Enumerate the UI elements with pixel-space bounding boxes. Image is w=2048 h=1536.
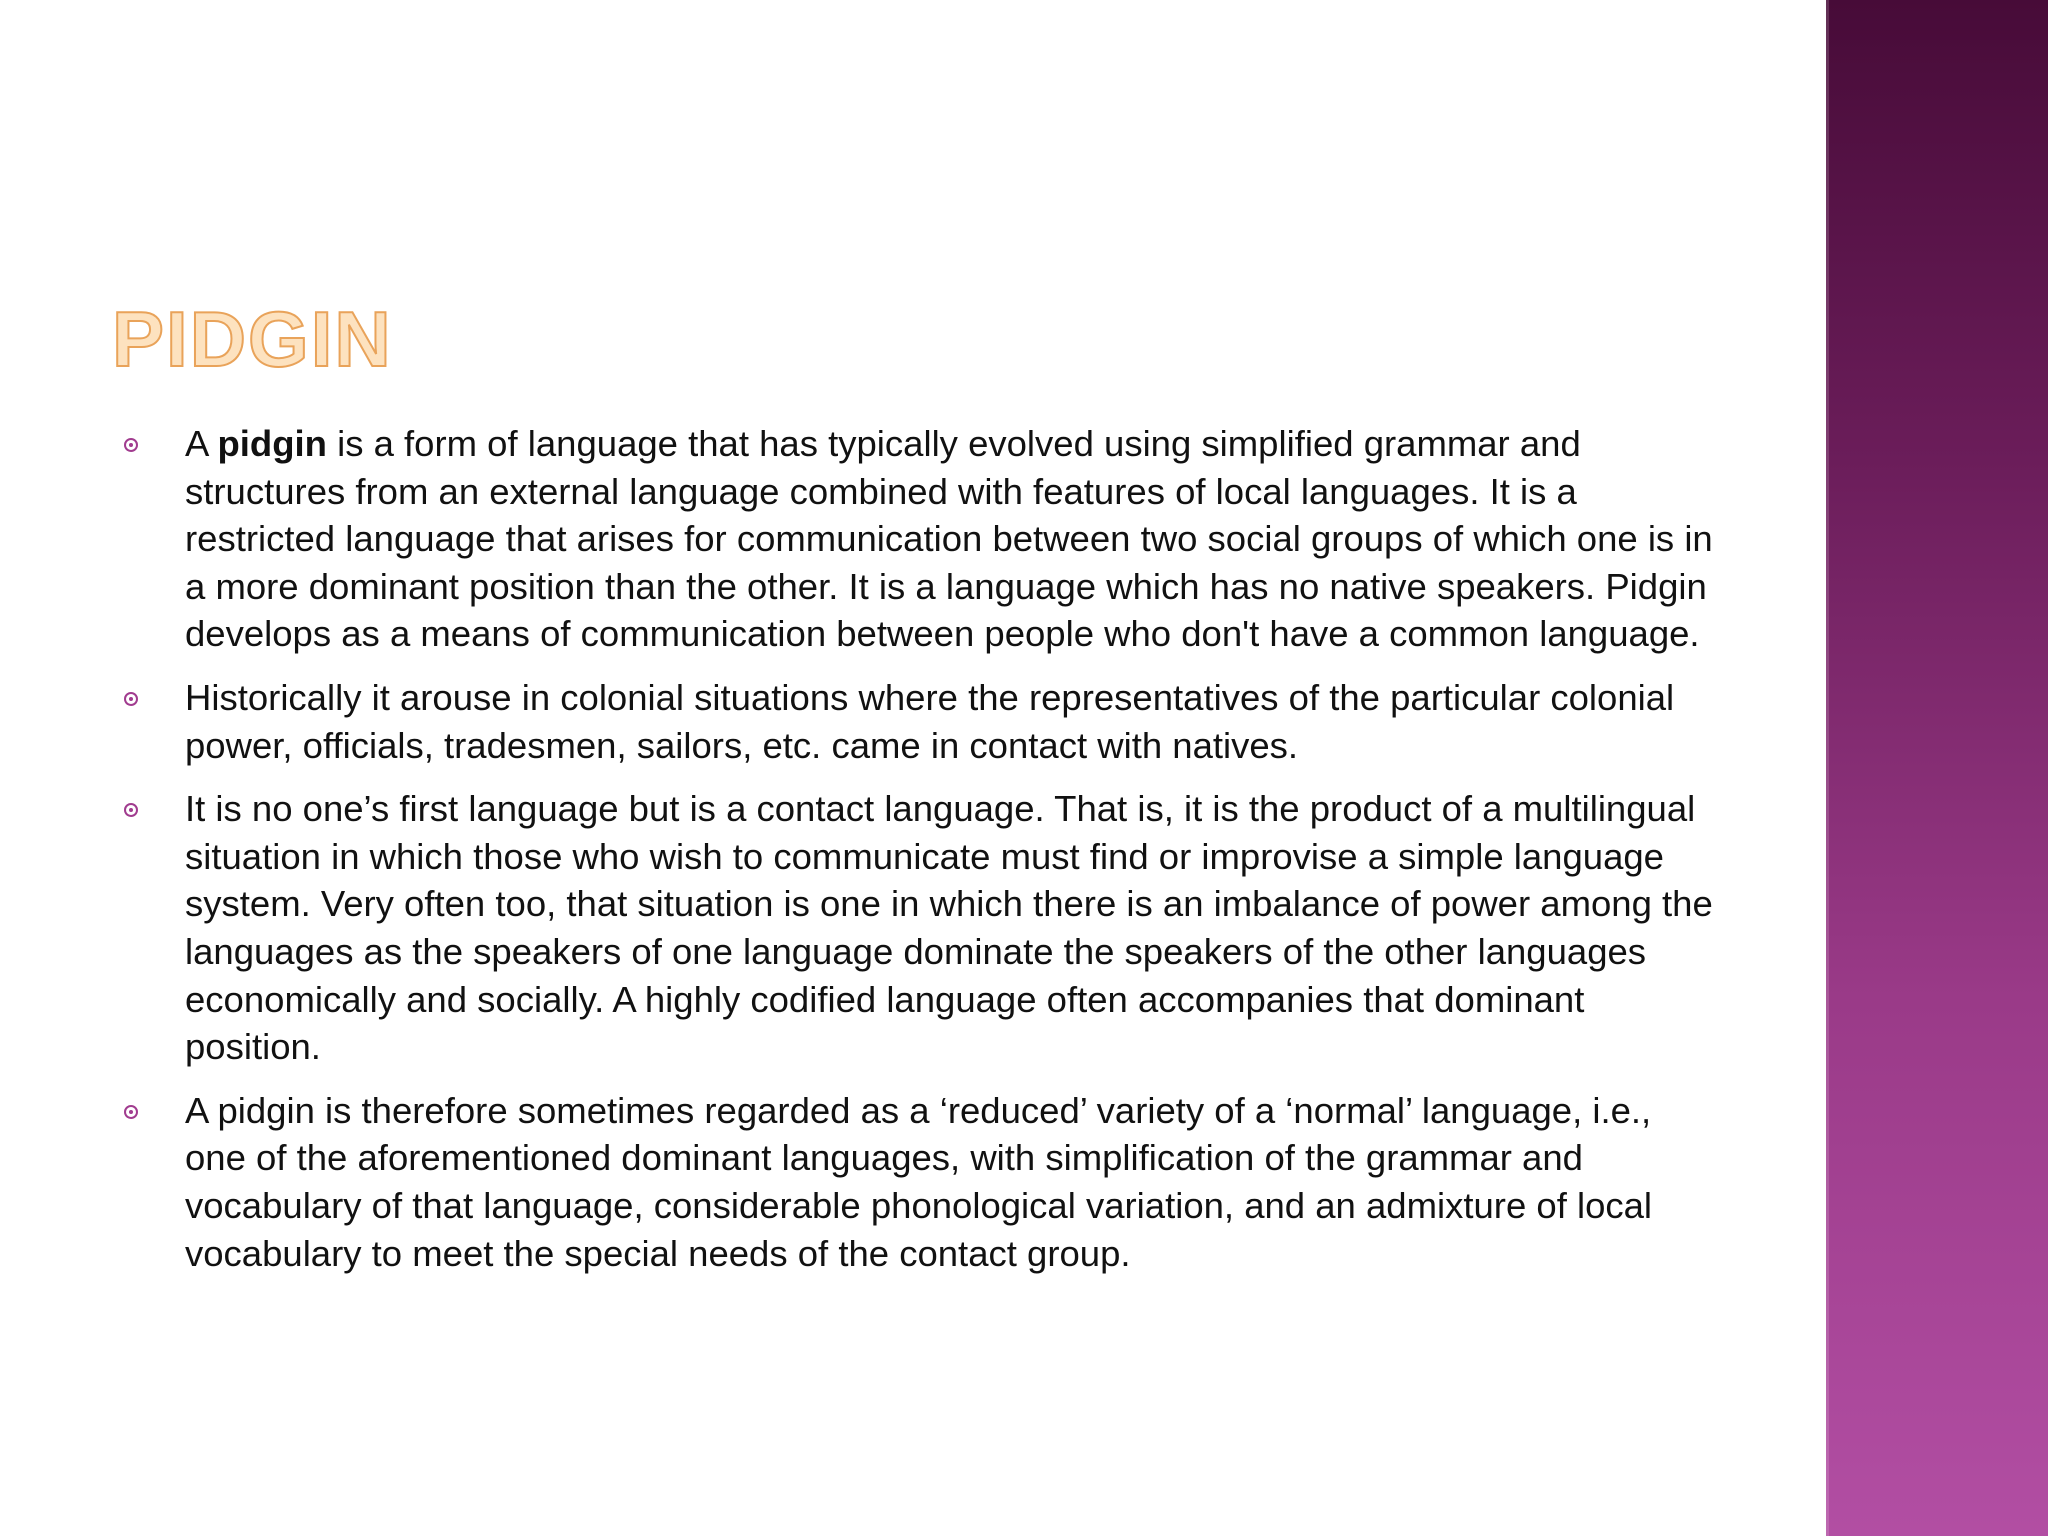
- bullet-item: [124, 1087, 1714, 1277]
- bullet-circle-icon: [124, 803, 138, 817]
- bullet-item: [124, 785, 1714, 1071]
- bullet-text: A pidgin is therefore sometimes regarded as a ‘reduced’ variety of a ‘normal’ language, i.e., one of the aforementioned dominant languages, with simplification of the grammar and vocabulary of that language, considerable phonological variation, and an admixture of local vocabulary to meet the special needs of the contact group.: [185, 1089, 1653, 1274]
- bullet-circle-icon: [124, 692, 138, 706]
- slide-title: PIDGIN: [112, 295, 393, 383]
- decorative-side-band: [1826, 0, 2048, 1536]
- bullet-list: [124, 420, 1714, 1293]
- bullet-prefix: A: [185, 423, 218, 464]
- bullet-circle-icon: [124, 1105, 138, 1119]
- bullet-text: It is no one’s first language but is a contact language. That is, it is the product of a multilingual situation in which those who wish to communicate must find or improvise a simple language system. Very often too, that situation is one in which there is an imbalance of power among the languages as the speakers of one language dominate the speakers of the other languages economically and socially. A highly codified language often accompanies that dominant position.: [185, 788, 1713, 1068]
- bullet-bold-term: pidgin: [217, 423, 327, 464]
- bullet-circle-icon: [124, 438, 138, 452]
- bullet-item: [124, 674, 1714, 769]
- bullet-item: [124, 420, 1714, 658]
- bullet-text: Historically it arouse in colonial situations where the representatives of the particular colonial power, officials, tradesmen, sailors, etc. came in contact with natives.: [185, 676, 1675, 766]
- bullet-text: is a form of language that has typically evolved using simplified grammar and structures from an external language combined with features of local languages. It is a restricted language that arises for communication between two social groups of which one is in a more dominant position than the other. It is a language which has no native speakers. Pidgin develops as a means of communication between people who don't have a common language.: [185, 423, 1713, 655]
